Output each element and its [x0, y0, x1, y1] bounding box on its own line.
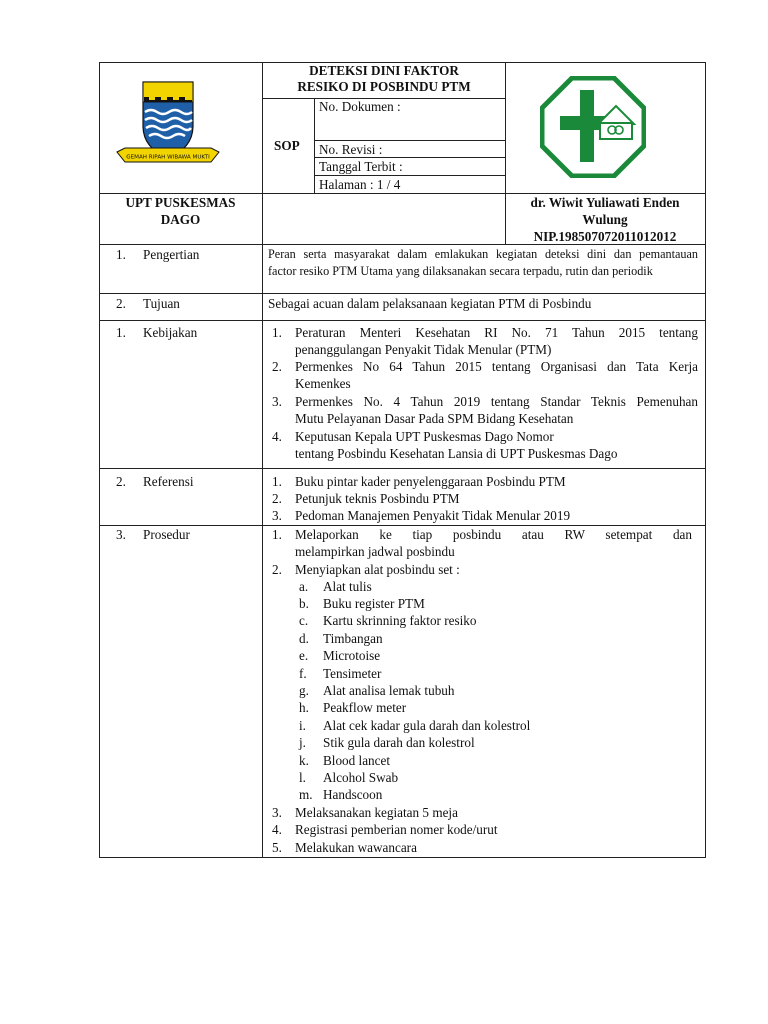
- prosedur-step-4: Registrasi pemberian nomer kode/urut: [295, 822, 498, 837]
- signer-name-line-2: Wulung: [582, 212, 628, 228]
- kebijakan-item-line-1: Keputusan Kepala UPT Puskesmas Dago Nomor: [295, 429, 554, 444]
- prosedur-step-num: 2.: [272, 562, 282, 577]
- body-column-divider: [262, 244, 263, 858]
- pengertian-line-2: factor resiko PTM Utama yang dilaksanakan secara terpadu, rutin dan periodik: [268, 264, 653, 278]
- tool-letter: k.: [299, 753, 309, 768]
- kebijakan-item-num: 3.: [272, 394, 282, 409]
- tool-letter: h.: [299, 700, 309, 715]
- referensi-item-num: 3.: [272, 508, 282, 523]
- signer-nip: NIP.198507072011012012: [533, 229, 677, 245]
- prosedur-step-num: 3.: [272, 805, 282, 820]
- org-line-2: DAGO: [160, 212, 201, 228]
- tool-item: Timbangan: [323, 631, 383, 646]
- referensi-item-text: Buku pintar kader penyelenggaraan Posbindu PTM: [295, 474, 566, 489]
- kebijakan-item-line-2: penanggulangan Penyakit Tidak Menular (PTM): [295, 342, 552, 357]
- tool-item: Tensimeter: [323, 666, 382, 681]
- table-border-bottom: [99, 857, 706, 858]
- sop-label-divider: [314, 98, 315, 193]
- tool-item: Handscoon: [323, 787, 383, 802]
- referensi-item-text: Pedoman Manajemen Penyakit Tidak Menular 2019: [295, 508, 571, 523]
- section-label-kebijakan: Kebijakan: [143, 325, 198, 340]
- table-border-right: [705, 62, 706, 858]
- title-line-1: DETEKSI DINI FAKTOR: [309, 63, 459, 78]
- tool-item: Alat tulis: [323, 579, 372, 594]
- kebijakan-item-num: 1.: [272, 325, 282, 340]
- tool-item: Peakflow meter: [323, 700, 407, 715]
- tool-letter: c.: [299, 613, 309, 628]
- pengertian-line-1: Peran serta masyarakat dalam emlakukan kegiatan deteksi dini dan pemantauan: [268, 247, 698, 261]
- tool-item: Kartu skrinning faktor resiko: [323, 613, 477, 628]
- tool-letter: f.: [299, 666, 307, 681]
- prosedur-step-num: 4.: [272, 822, 282, 837]
- section-label-referensi: Referensi: [143, 474, 194, 489]
- kebijakan-item-line-2: Kemenkes: [295, 376, 351, 391]
- section-num-prosedur: 3.: [116, 527, 126, 542]
- prosedur-step-5: Melakukan wawancara: [295, 840, 417, 855]
- section-label-pengertian: Pengertian: [143, 247, 200, 262]
- tool-letter: j.: [299, 735, 306, 750]
- kebijakan-bottom-line: [99, 468, 706, 469]
- tool-letter: m.: [299, 787, 313, 802]
- tool-letter: i.: [299, 718, 306, 733]
- kebijakan-item-num: 2.: [272, 359, 282, 374]
- prosedur-step-1-line-2: melampirkan jadwal posbindu: [295, 544, 455, 559]
- document-title: [262, 63, 506, 95]
- kebijakan-item-num: 4.: [272, 429, 282, 444]
- tool-item: Microtoise: [323, 648, 381, 663]
- tool-letter: b.: [299, 596, 309, 611]
- tanggal-terbit-field: Tanggal Terbit :: [319, 159, 403, 174]
- no-dokumen-field: No. Dokumen :: [319, 99, 401, 114]
- prosedur-step-1-line-1: Melaporkan ke tiap posbindu atau RW setempat dan: [295, 527, 692, 542]
- tool-letter: a.: [299, 579, 309, 594]
- sop-label: SOP: [274, 138, 300, 153]
- section-label-tujuan: Tujuan: [143, 296, 180, 311]
- tool-item: Alat analisa lemak tubuh: [323, 683, 455, 698]
- signer-block: [505, 194, 705, 246]
- org-line-1: UPT PUSKESMAS: [125, 195, 236, 210]
- tujuan-bottom-line: [99, 320, 706, 321]
- org-name: [99, 194, 262, 228]
- bandung-city-emblem-icon: [113, 78, 223, 172]
- no-revisi-field: No. Revisi :: [319, 142, 383, 157]
- puskesmas-logo-icon: [540, 76, 646, 178]
- tujuan-text: Sebagai acuan dalam pelaksanaan kegiatan PTM di Posbindu: [268, 296, 592, 311]
- prosedur-step-num: 1.: [272, 527, 282, 542]
- tool-letter: d.: [299, 631, 309, 646]
- referensi-item-text: Petunjuk teknis Posbindu PTM: [295, 491, 460, 506]
- emblem-motto: GEMAH RIPAH WIBAWA MUKTI: [126, 154, 210, 161]
- section-label-prosedur: Prosedur: [143, 527, 190, 542]
- kebijakan-item-line-2: tentang Posbindu Kesehatan Lansia di UPT Puskesmas Dago: [295, 446, 618, 461]
- tool-item: Blood lancet: [323, 753, 391, 768]
- tool-letter: g.: [299, 683, 309, 698]
- kebijakan-item-line-1: Permenkes No. 4 Tahun 2019 tentang Standar Teknis Pemenuhan: [295, 394, 698, 409]
- section-num-referensi: 2.: [116, 474, 126, 489]
- prosedur-step-num: 5.: [272, 840, 282, 855]
- referensi-item-num: 2.: [272, 491, 282, 506]
- title-line-2: RESIKO DI POSBINDU PTM: [297, 79, 471, 94]
- referensi-item-num: 1.: [272, 474, 282, 489]
- kebijakan-item-line-1: Peraturan Menteri Kesehatan RI No. 71 Tahun 2015 tentang: [295, 325, 698, 340]
- section-num-tujuan: 2.: [116, 296, 126, 311]
- section-num-kebijakan: 1.: [116, 325, 126, 340]
- tool-letter: l.: [299, 770, 306, 785]
- pengertian-bottom-line: [99, 293, 706, 294]
- section-num-pengertian: 1.: [116, 247, 126, 262]
- tool-item: Alcohol Swab: [323, 770, 399, 785]
- tool-item: Buku register PTM: [323, 596, 425, 611]
- signer-name-line-1: dr. Wiwit Yuliawati Enden: [530, 195, 680, 210]
- halaman-field: Halaman : 1 / 4: [319, 177, 401, 192]
- tool-item: Stik gula darah dan kolestrol: [323, 735, 475, 750]
- prosedur-step-2: Menyiapkan alat posbindu set :: [295, 562, 460, 577]
- tool-letter: e.: [299, 648, 309, 663]
- kebijakan-item-line-1: Permenkes No 64 Tahun 2015 tentang Organisasi dan Tata Kerja: [295, 359, 698, 374]
- table-border-left: [99, 62, 100, 858]
- kebijakan-item-line-2: Mutu Pelayanan Dasar Pada SPM Bidang Kesehatan: [295, 411, 574, 426]
- tool-item: Alat cek kadar gula darah dan kolestrol: [323, 718, 531, 733]
- prosedur-step-3: Melaksanakan kegiatan 5 meja: [295, 805, 458, 820]
